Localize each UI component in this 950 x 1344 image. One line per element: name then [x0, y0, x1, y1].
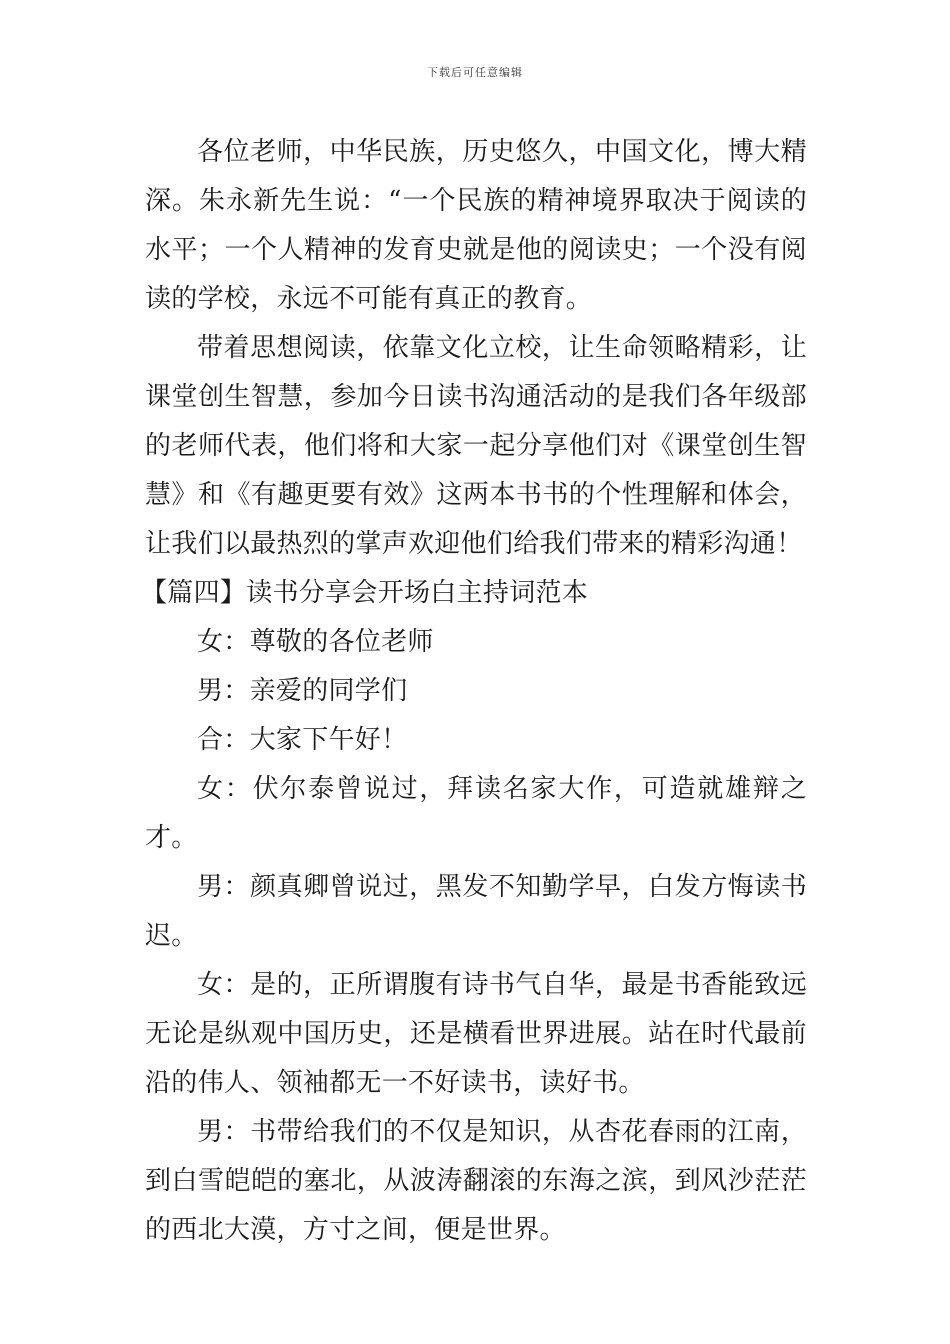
dialogue-line: 女：尊敬的各位老师	[197, 627, 434, 657]
document-body	[141, 128, 807, 1255]
dialogue-line: 男：亲爱的同学们	[197, 676, 408, 706]
page-header-note: 下载后可任意编辑	[427, 66, 523, 79]
dialogue-line: 女：是的，正所谓腹有诗书气自华，最是书香能致远无论是纵观中国历史，还是横看世界进展。站在时代最前沿的伟人、领袖都无一不好读书，读好书。	[145, 970, 807, 1098]
dialogue-line: 合：大家下午好！	[197, 725, 408, 755]
dialogue-line: 女：伏尔泰曾说过，拜读名家大作，可造就雄辩之才。	[145, 774, 807, 853]
dialogue-line: 男：书带给我们的不仅是知识，从杏花春雨的江南，到白雪皑皑的塞北，从波涛翻滚的东海之滨，到风沙茫茫的西北大漠，方寸之间，便是世界。	[145, 1117, 807, 1245]
section-heading: 【篇四】读书分享会开场白主持词范本	[141, 578, 589, 608]
paragraph-reading-event: 带着思想阅读，依靠文化立校，让生命领略精彩，让课堂创生智慧，参加今日读书沟通活动的是我们各年级部的老师代表，他们将和大家一起分享他们对《课堂创生智慧》和《有趣更要有效》这两本书书的个性理解和体会，让我们以最热烈的掌声欢迎他们给我们带来的精彩沟通！	[145, 333, 807, 559]
dialogue-line: 男：颜真卿曾说过，黑发不知勤学早，白发方悔读书迟。	[145, 872, 807, 951]
paragraph-intro: 各位老师，中华民族，历史悠久，中国文化，博大精深。朱永新先生说：“一个民族的精神境界取决于阅读的水平；一个人精神的发育史就是他的阅读史；一个没有阅读的学校，永远不可能有真正的教育。	[145, 137, 807, 314]
